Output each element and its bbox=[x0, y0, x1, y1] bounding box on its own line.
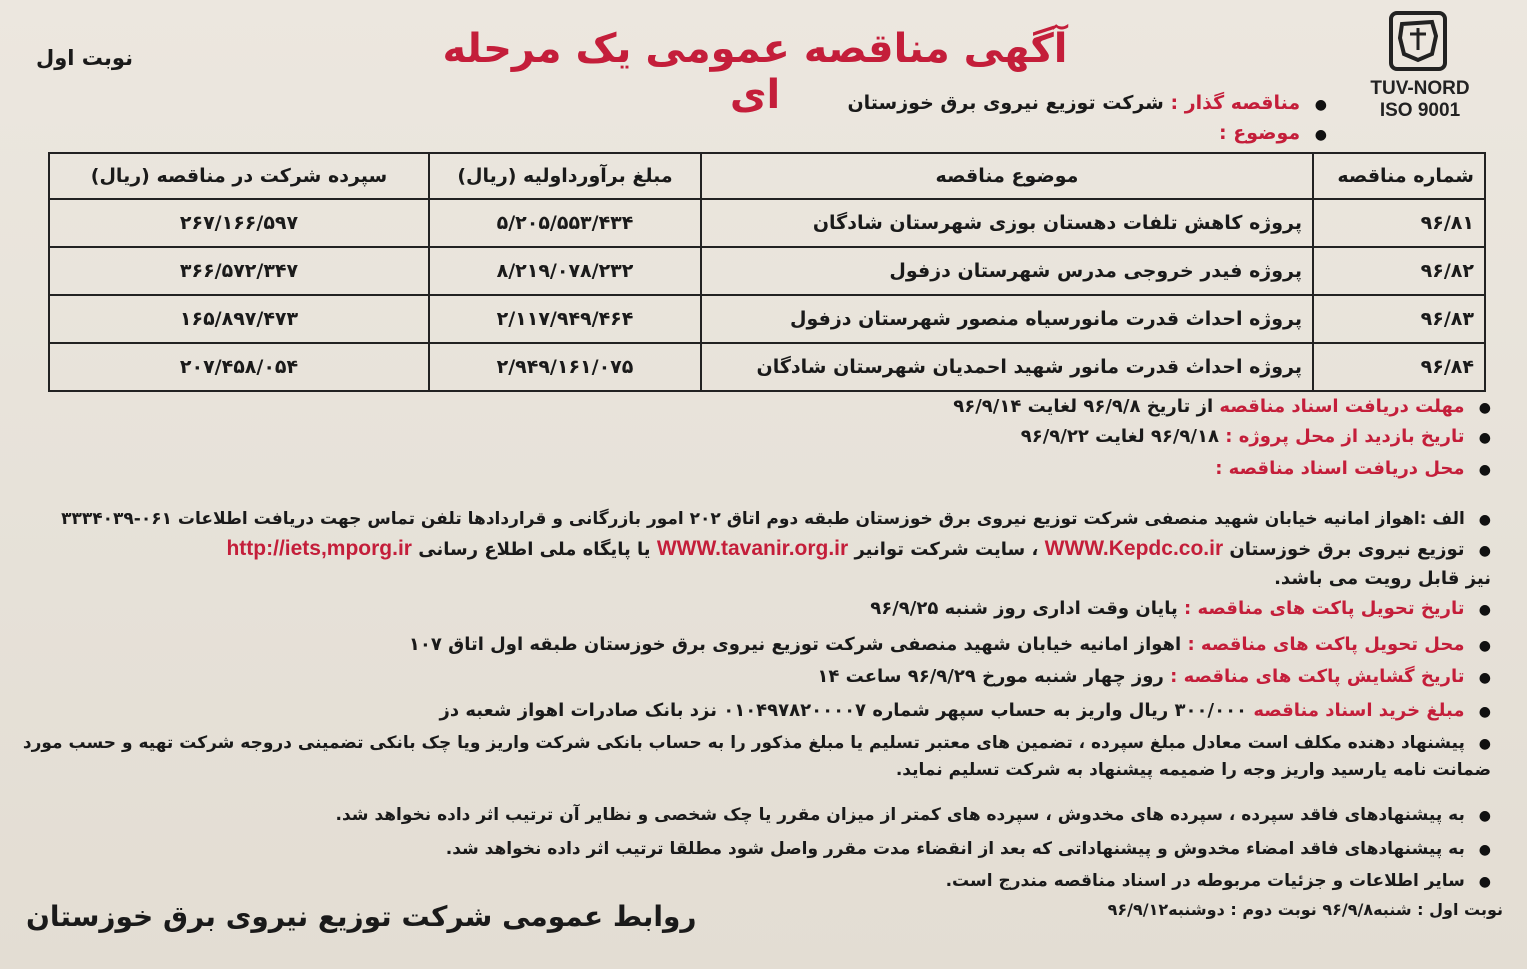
iets-link[interactable]: http://iets,mporg.ir bbox=[226, 537, 412, 560]
receive-deadline-label: مهلت دریافت اسناد مناقصه bbox=[1219, 396, 1465, 417]
table-row bbox=[49, 295, 1485, 343]
receive-deadline-value: از تاریخ ۹۶/۹/۸ لغایت ۹۶/۹/۱۴ bbox=[953, 396, 1214, 417]
place-a bbox=[20, 506, 1491, 533]
tuv-logo-icon bbox=[1388, 10, 1448, 72]
place-b-mid2: یا پایگاه ملی اطلاع رسانی bbox=[418, 539, 651, 560]
tenderer-line bbox=[847, 92, 1327, 114]
tender-estimate: ۵/۲۰۵/۵۵۳/۴۳۴ bbox=[429, 199, 701, 247]
subject-label: موضوع : bbox=[1219, 122, 1301, 144]
note-3 bbox=[20, 836, 1491, 863]
subject-line bbox=[1219, 122, 1327, 144]
opening-date bbox=[20, 664, 1491, 691]
kepdc-link[interactable]: WWW.Kepdc.co.ir bbox=[1044, 537, 1224, 560]
delivery-date bbox=[20, 596, 1491, 623]
table-row bbox=[49, 199, 1485, 247]
place-a-text: الف :اهواز امانیه خیابان شهید منصفی شرکت توزیع نیروی برق خوزستان طبقه دوم اتاق ۲۰۲ امور بازرگانی و قراردادها تلفن تماس جهت دریافت اطلاعات ۰۶۱-۳۳۳۴۰۳۹ bbox=[61, 509, 1465, 529]
signature: روابط عمومی شرکت توزیع نیروی برق خوزستان bbox=[26, 900, 697, 933]
tender-subject: پروژه احداث قدرت مانورسیاه منصور شهرستان دزفول bbox=[701, 295, 1313, 343]
tender-subject: پروژه فیدر خروجی مدرس شهرستان دزفول bbox=[701, 247, 1313, 295]
col-header-subject: موضوع مناقصه bbox=[701, 153, 1313, 199]
col-header-deposit: سپرده شرکت در مناقصه (ریال) bbox=[49, 153, 429, 199]
cert-line-1: TUV-NORD bbox=[1370, 78, 1470, 99]
note-2-text: به پیشنهادهای فاقد سپرده ، سپرده های مخدوش ، سپرده های کمتر از میزان مقرر یا چک شخصی و نظایر آن ترتیب اثر داده نخواهد شد. bbox=[335, 805, 1465, 825]
delivery-place-label: محل تحویل پاکت های مناقصه : bbox=[1187, 634, 1465, 655]
table-row bbox=[49, 247, 1485, 295]
tender-estimate: ۸/۲۱۹/۰۷۸/۲۳۲ bbox=[429, 247, 701, 295]
price-label: مبلغ خرید اسناد مناقصه bbox=[1253, 700, 1465, 721]
tender-estimate: ۲/۱۱۷/۹۴۹/۴۶۴ bbox=[429, 295, 701, 343]
note-3-text: به پیشنهادهای فاقد امضاء مخدوش و پیشنهاداتی که بعد از انقضاء مدت مقرر واصل شود مطلقا ترتیب اثر داده نخواهد شد. bbox=[445, 839, 1465, 859]
tender-number: ۹۶/۸۱ bbox=[1313, 199, 1485, 247]
publication-round: نوبت اول bbox=[36, 46, 133, 70]
delivery-place bbox=[20, 632, 1491, 659]
tender-subject: پروژه کاهش تلفات دهستان بوزی شهرستان شادگان bbox=[701, 199, 1313, 247]
note-2 bbox=[20, 802, 1491, 829]
place-b-mid: ، سایت شرکت توانیر bbox=[854, 539, 1039, 560]
place-b-end: نیز قابل رویت می باشد. bbox=[1274, 568, 1491, 589]
delivery-place-value: اهواز امانیه خیابان شهید منصفی شرکت توزیع نیروی برق خوزستان طبقه اول اتاق ۱۰۷ bbox=[408, 634, 1182, 655]
tender-deposit: ۱۶۵/۸۹۷/۴۷۳ bbox=[49, 295, 429, 343]
tender-table bbox=[48, 152, 1486, 392]
document-price bbox=[20, 698, 1491, 725]
note-4-text: سایر اطلاعات و جزئیات مربوطه در اسناد مناقصه مندرج است. bbox=[945, 871, 1465, 891]
tender-deposit: ۲۰۷/۴۵۸/۰۵۴ bbox=[49, 343, 429, 391]
tender-number: ۹۶/۸۲ bbox=[1313, 247, 1485, 295]
tenderer-label: مناقصه گذار : bbox=[1170, 92, 1301, 114]
tender-estimate: ۲/۹۴۹/۱۶۱/۰۷۵ bbox=[429, 343, 701, 391]
table-row bbox=[49, 343, 1485, 391]
place-b-prefix: توزیع نیروی برق خوزستان bbox=[1229, 539, 1465, 560]
site-visit-label: تاریخ بازدید از محل پروژه : bbox=[1225, 426, 1465, 447]
tender-number: ۹۶/۸۴ bbox=[1313, 343, 1485, 391]
site-visit bbox=[20, 424, 1491, 451]
page-title: آگهی مناقصه عمومی یک مرحله ای bbox=[442, 26, 1068, 118]
table-header-row bbox=[49, 153, 1485, 199]
note-1-text: پیشنهاد دهنده مکلف است معادل مبلغ سپرده ، تضمین های معتبر تسلیم یا مبلغ مذکور را به حساب بانکی شرکت واریز ویا چک بانکی تضمینی دروجه شرکت تهیه و حسب مورد ضمانت نامه یارسید واریز وجه را ضمیمه پیشنهاد به شرکت تسلیم نماید. bbox=[22, 733, 1491, 780]
tavanir-link[interactable]: WWW.tavanir.org.ir bbox=[656, 537, 849, 560]
opening-value: روز چهار شنبه مورخ ۹۶/۹/۲۹ ساعت ۱۴ bbox=[817, 666, 1164, 687]
col-header-estimate: مبلغ برآورداولیه (ریال) bbox=[429, 153, 701, 199]
tender-deposit: ۳۶۶/۵۷۲/۳۴۷ bbox=[49, 247, 429, 295]
note-1 bbox=[20, 730, 1491, 783]
tender-number: ۹۶/۸۳ bbox=[1313, 295, 1485, 343]
receive-place-label: محل دریافت اسناد مناقصه : bbox=[1215, 458, 1465, 479]
note-4 bbox=[20, 868, 1491, 895]
tender-deposit: ۲۶۷/۱۶۶/۵۹۷ bbox=[49, 199, 429, 247]
col-header-number: شماره مناقصه bbox=[1313, 153, 1485, 199]
place-b bbox=[20, 536, 1491, 564]
receive-place bbox=[20, 456, 1491, 483]
delivery-date-label: تاریخ تحویل پاکت های مناقصه : bbox=[1184, 598, 1465, 619]
site-visit-value: ۹۶/۹/۱۸ لغایت ۹۶/۹/۲۲ bbox=[1020, 426, 1219, 447]
price-value: ۳۰۰/۰۰۰ ریال واریز به حساب سپهر شماره ۰۱۰۴۹۷۸۲۰۰۰۰۷ نزد بانک صادرات اهواز شعبه دز bbox=[439, 700, 1248, 721]
publication-dates: نوبت اول : شنبه۹۶/۹/۸ نوبت دوم : دوشنبه۹۶/۹/۱۲ bbox=[1107, 900, 1503, 919]
delivery-date-value: پایان وقت اداری روز شنبه ۹۶/۹/۲۵ bbox=[870, 598, 1178, 619]
iso-certification bbox=[1360, 78, 1480, 122]
receive-deadline bbox=[20, 394, 1491, 421]
tender-subject: پروژه احداث قدرت مانور شهید احمدیان شهرستان شادگان bbox=[701, 343, 1313, 391]
opening-label: تاریخ گشایش پاکت های مناقصه : bbox=[1170, 666, 1465, 687]
tenderer-value: شرکت توزیع نیروی برق خوزستان bbox=[847, 92, 1164, 114]
cert-line-2: ISO 9001 bbox=[1379, 100, 1461, 121]
